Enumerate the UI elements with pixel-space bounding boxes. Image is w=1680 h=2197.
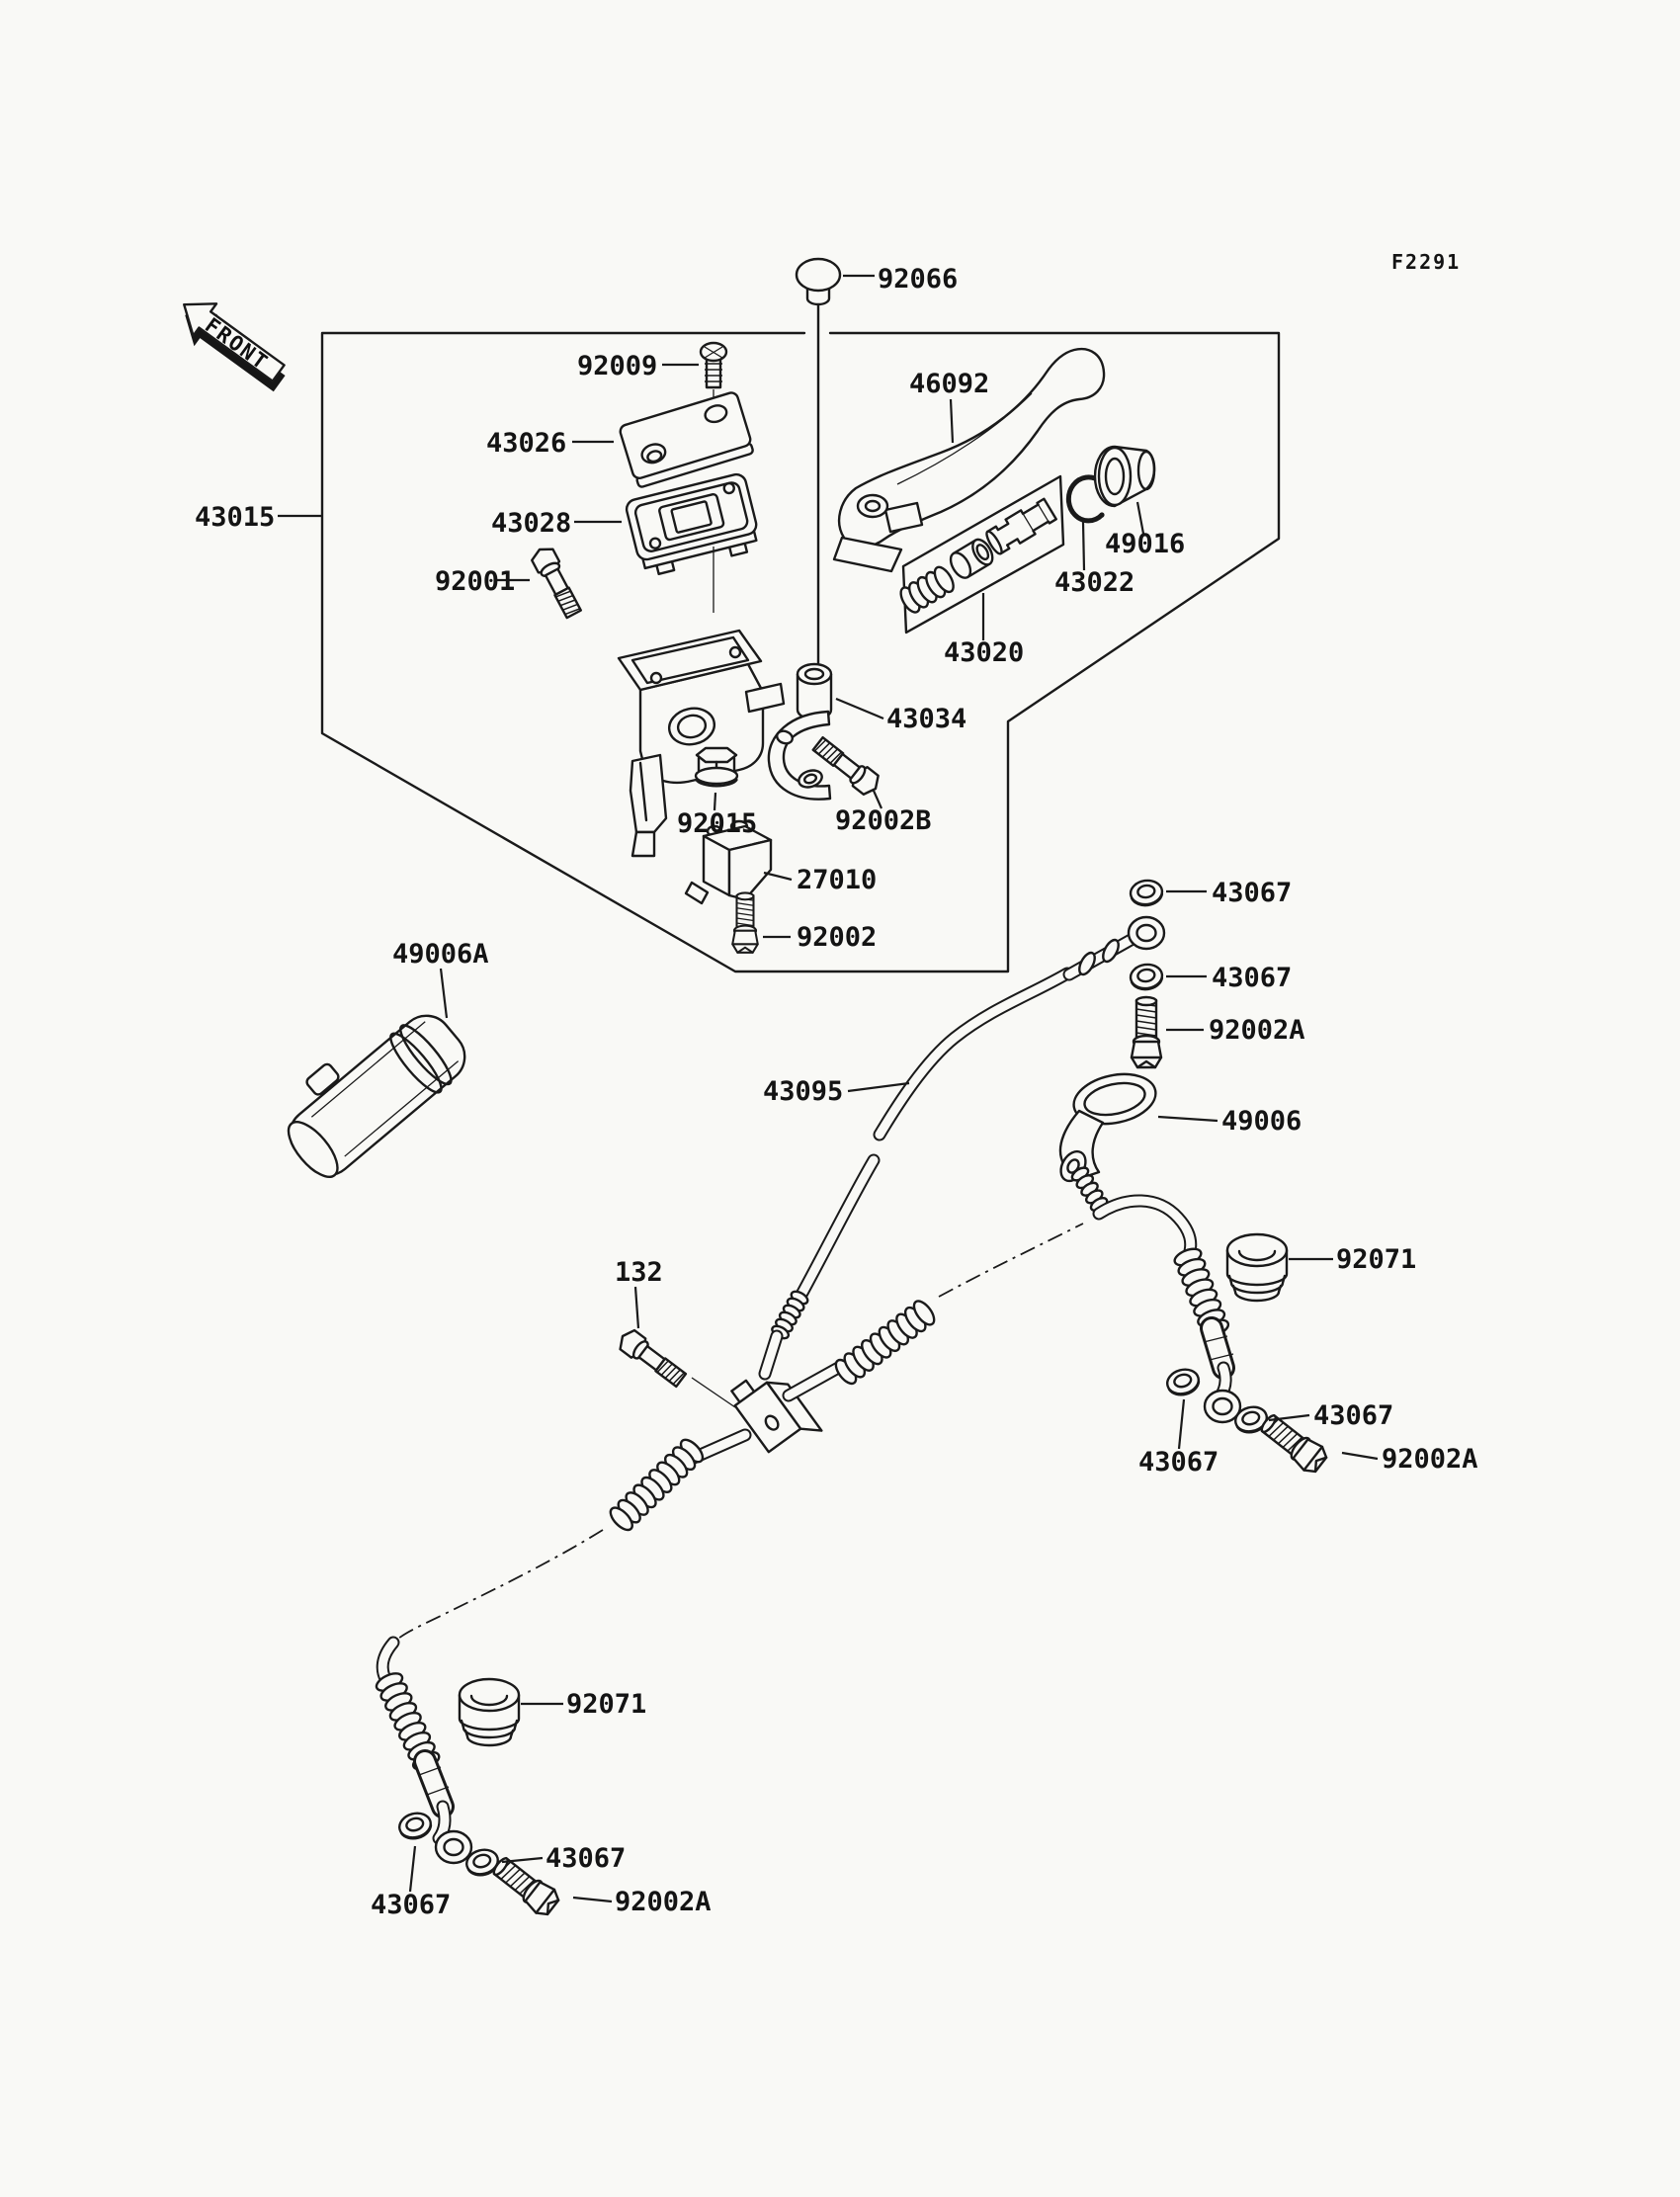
part-label-43026: 43026 xyxy=(486,428,567,459)
grommet-92071-right xyxy=(1227,1234,1287,1301)
junction-block xyxy=(727,1362,822,1463)
part-label-92002A-upper: 92002A xyxy=(1209,1015,1305,1046)
part-label-92009: 92009 xyxy=(577,351,658,381)
part-label-43015: 43015 xyxy=(195,502,276,533)
part-label-49016: 49016 xyxy=(1105,529,1186,559)
part-label-43020: 43020 xyxy=(944,637,1025,668)
part-label-92002: 92002 xyxy=(797,922,878,953)
part-label-49006A: 49006A xyxy=(392,939,489,970)
bolt-132 xyxy=(616,1326,735,1407)
bolt-92001 xyxy=(529,544,584,620)
screw-92002 xyxy=(732,892,758,952)
part-label-43067-upper-1: 43067 xyxy=(1212,878,1293,908)
part-label-92002A-left: 92002A xyxy=(615,1887,712,1917)
part-label-43067-left-1: 43067 xyxy=(546,1843,627,1874)
part-label-43067-right-1: 43067 xyxy=(1313,1400,1394,1431)
banjo-bolt-92002A-upper xyxy=(1132,997,1161,1067)
grommet-92071-left xyxy=(460,1679,519,1745)
front-arrow-icon xyxy=(168,289,295,399)
part-label-27010: 27010 xyxy=(797,865,878,895)
part-label-43067-upper-2: 43067 xyxy=(1212,963,1293,993)
part-label-49006: 49006 xyxy=(1221,1106,1302,1137)
front-arrow-label: FRONT xyxy=(200,312,274,376)
hose-boot-49006A xyxy=(265,988,476,1187)
part-label-92002A-right: 92002A xyxy=(1382,1444,1478,1475)
part-label-43034: 43034 xyxy=(886,704,967,734)
dust-boot-49016 xyxy=(1095,447,1154,506)
washer-43067-right-1 xyxy=(1164,1366,1201,1397)
part-label-43028: 43028 xyxy=(491,508,572,539)
part-label-43095: 43095 xyxy=(763,1076,844,1107)
part-label-92071-left: 92071 xyxy=(566,1689,647,1720)
washer-43067-upper-1 xyxy=(1129,879,1163,907)
diaphragm-43028 xyxy=(625,472,762,578)
brake-line-right-branch xyxy=(789,1165,1330,1477)
part-label-132: 132 xyxy=(615,1257,663,1288)
part-label-92066: 92066 xyxy=(878,264,959,295)
banjo-eye-upper xyxy=(1129,917,1164,949)
washer-43067-bottom-left-1 xyxy=(396,1810,433,1841)
part-label-43022: 43022 xyxy=(1054,567,1135,598)
part-label-92001: 92001 xyxy=(435,566,516,597)
part-label-43067-left-2: 43067 xyxy=(371,1890,452,1920)
elbow-boot-49006 xyxy=(1055,1067,1160,1186)
part-label-43067-right-2: 43067 xyxy=(1138,1447,1219,1478)
plug-92066 xyxy=(797,259,840,670)
part-label-92015: 92015 xyxy=(677,808,758,839)
figure-code: F2291 xyxy=(1391,250,1462,274)
washer-43067-upper-2 xyxy=(1129,963,1163,991)
part-label-46092: 46092 xyxy=(909,369,990,399)
part-label-92071-right: 92071 xyxy=(1336,1244,1417,1275)
upper-banjo-fitting xyxy=(1069,879,1164,1067)
part-label-92002B: 92002B xyxy=(835,805,932,836)
banjo-eye-bottom-left xyxy=(436,1831,471,1863)
